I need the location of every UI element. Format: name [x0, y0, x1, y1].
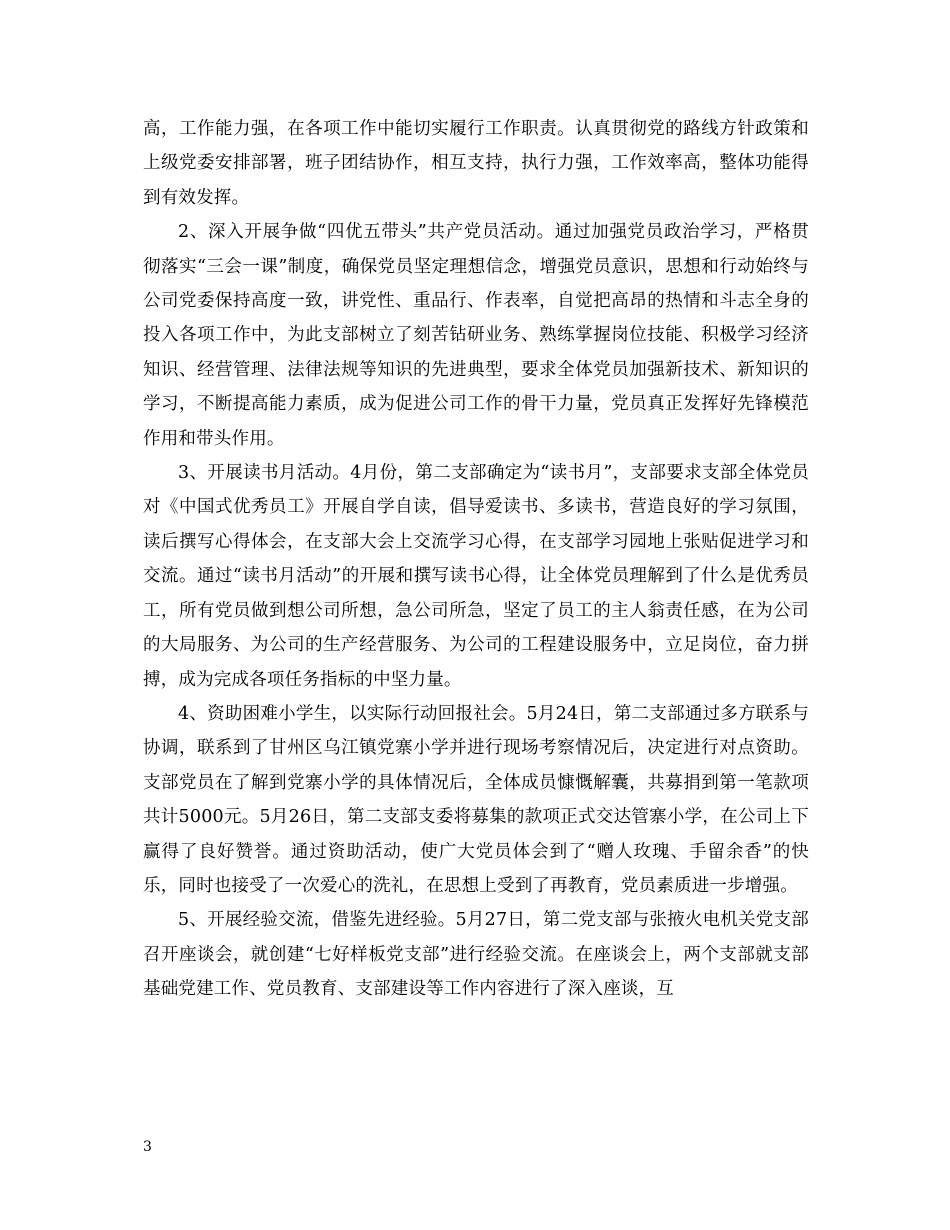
page-number: 3 [143, 1139, 152, 1155]
paragraph-item-2: 2、深入开展争做“四优五带头”共产党员活动。通过加强党员政治学习，严格贯彻落实“三会一课”制度，确保党员坚定理想信念，增强党员意识，思想和行动始终与公司党委保持高度一致，讲党性、重品行、作表率，自觉把高昂的热情和斗志全身的投入各项工作中，为此支部树立了刻苦钻研业务、熟练掌握岗位技能、积极学习经济知识、经营管理、法律法规等知识的先进典型，要求全体党员加强新技术、新知识的学习，不断提高能力素质，成为促进公司工作的骨干力量，党员真正发挥好先锋模范作用和带头作用。 [143, 222, 809, 449]
document-body [143, 112, 809, 1007]
paragraph-item-4: 4、资助困难小学生，以实际行动回报社会。5月24日，第二支部通过多方联系与协调，联系到了甘州区乌江镇党寨小学并进行现场考察情况后，决定进行对点资助。支部党员在了解到党寨小学的具体情况后，全体成员慷慨解囊，共募捐到第一笔款项共计5000元。5月26日，第二支部支委将募集的款项正式交达管寨小学，在公司上下赢得了良好赞誉。通过资助活动，使广大党员体会到了“赠人玫瑰、手留余香”的快乐，同时也接受了一次爱心的洗礼，在思想上受到了再教育，党员素质进一步增强。 [143, 703, 809, 896]
paragraph-continuation: 高，工作能力强，在各项工作中能切实履行工作职责。认真贯彻党的路线方针政策和上级党委安排部署，班子团结协作，相互支持，执行力强，工作效率高，整体功能得到有效发挥。 [143, 119, 809, 208]
paragraph-item-5: 5、开展经验交流，借鉴先进经验。5月27日，第二党支部与张掖火电机关党支部召开座谈会，就创建“七好样板党支部”进行经验交流。在座谈会上，两个支部就支部基础党建工作、党员教育、支部建设等工作内容进行了深入座谈，互 [143, 910, 809, 1000]
paragraph-item-3: 3、开展读书月活动。4月份，第二支部确定为“读书月”，支部要求支部全体党员对《中国式优秀员工》开展自学自读，倡导爱读书、多读书，营造良好的学习氛围，读后撰写心得体会，在支部大会上交流学习心得，在支部学习园地上张贴促进学习和交流。通过“读书月活动”的开展和撰写读书心得，让全体党员理解到了什么是优秀员工，所有党员做到想公司所想，急公司所急，坚定了员工的主人翁责任感，在为公司的大局服务、为公司的生产经营服务、为公司的工程建设服务中，立足岗位，奋力拼搏，成为完成各项任务指标的中坚力量。 [143, 463, 809, 690]
